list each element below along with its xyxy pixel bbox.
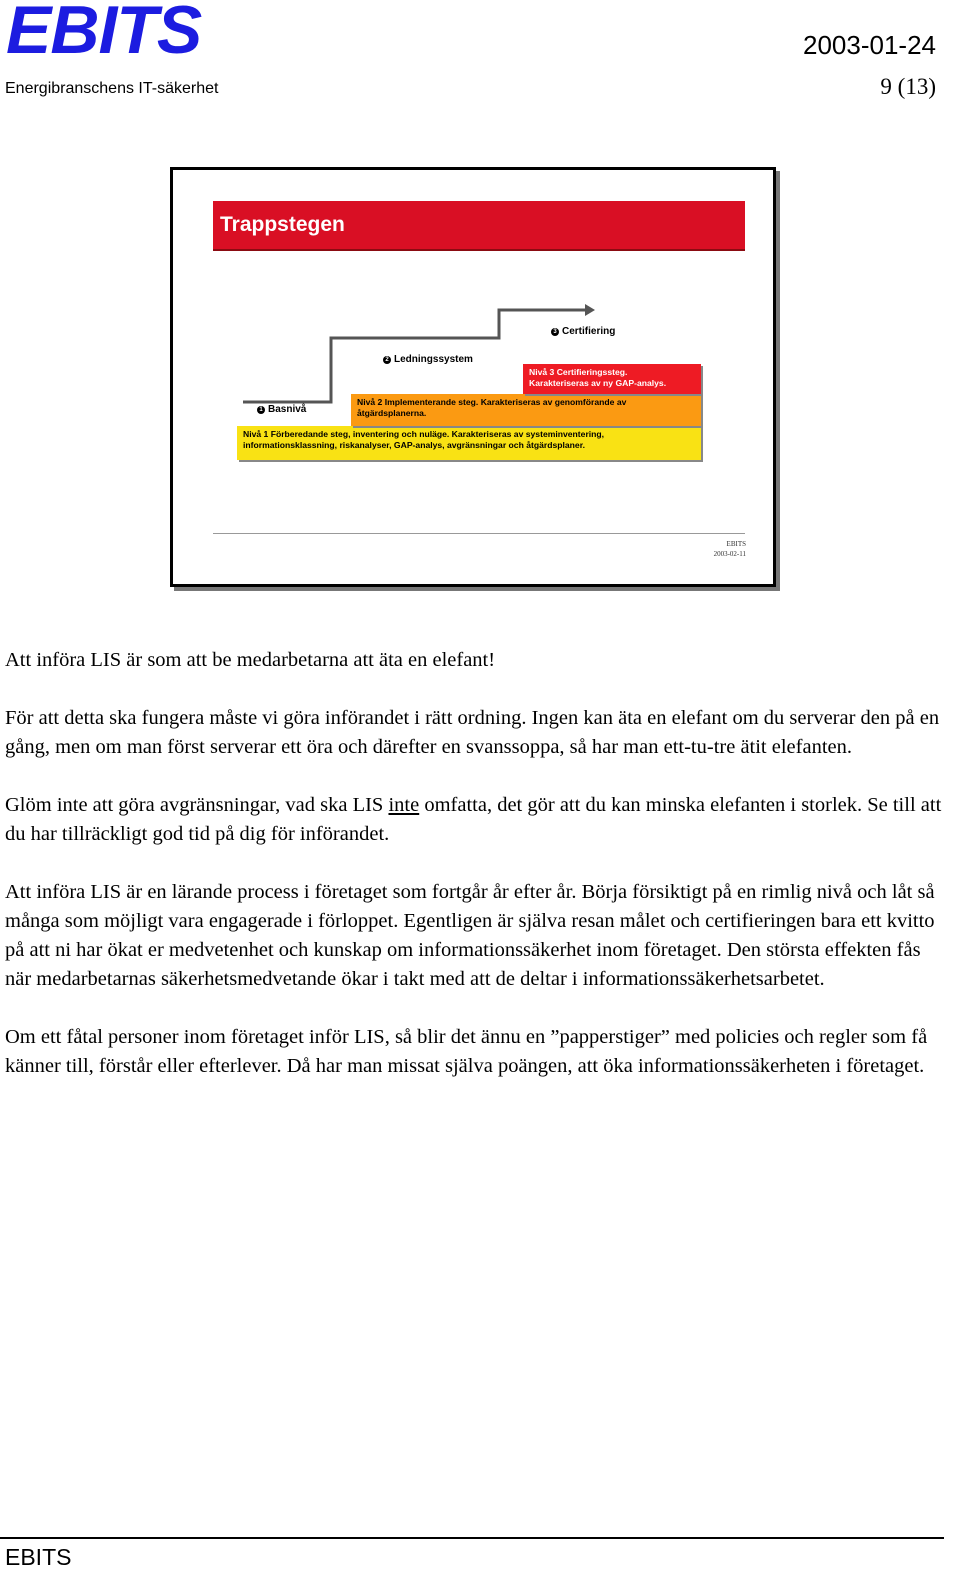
header-subtitle: Energibranschens IT-säkerhet bbox=[5, 80, 219, 97]
footer-divider bbox=[0, 1537, 944, 1539]
page-number: 9 (13) bbox=[880, 74, 936, 99]
step-number-3-icon: 3 bbox=[551, 328, 559, 336]
slide-footer-divider bbox=[213, 533, 745, 534]
footer-brand: EBITS bbox=[5, 1544, 72, 1570]
slide-footer: EBITS 2003-02-11 bbox=[713, 540, 746, 558]
step-certifiering: 3 Certifiering bbox=[551, 326, 615, 337]
header-date: 2003-01-24 bbox=[803, 30, 936, 60]
step-number-1-icon: 1 bbox=[257, 406, 265, 414]
paragraph-4: Att införa LIS är en lärande process i företaget som fortgår år efter år. Börja försiktigt på en rimlig nivå och låt så många som möjligt vara engagerade i förloppet. Egentligen är själva resan målet och certifieringen bara ett kvitto på att ni har ökat er medvetenhet och kunskap om informationssäkerhet inom företaget. Den största effekten fås när medarbetarnas säkerhetsmedvetande ökar i takt med att de deltar i informationssäkerhetsarbetet. bbox=[5, 881, 935, 990]
slide-figure bbox=[170, 167, 776, 587]
step-ledningssystem: 2 Ledningssystem bbox=[383, 354, 473, 365]
level-1-box: Nivå 1 Förberedande steg, inventering och nuläge. Karakteriseras av systeminventering, informationsklassning, riskanalyser, GAP-analys, avgränsningar och åtgärdsplaner. bbox=[237, 426, 701, 460]
step-basniva: 1 Basnivå bbox=[257, 404, 306, 415]
paragraph-1: Att införa LIS är som att be medarbetarna att äta en elefant! bbox=[5, 649, 496, 671]
paragraph-3: Glöm inte att göra avgränsningar, vad ska LIS inte omfatta, det gör att du kan minska elefanten i storlek. Se till att du har tillräckligt god tid på dig för införandet. bbox=[5, 794, 942, 845]
level-2-box: Nivå 2 Implementerande steg. Karakteriseras av genomförande av åtgärdsplanerna. bbox=[351, 394, 701, 426]
ebits-logo: EBITS bbox=[6, 0, 202, 68]
step-number-2-icon: 2 bbox=[383, 356, 391, 364]
level-3-box: Nivå 3 Certifieringssteg. Karakteriseras av ny GAP-analys. bbox=[523, 364, 701, 394]
paragraph-2: För att detta ska fungera måste vi göra införandet i rätt ordning. Ingen kan äta en elefant om du serverar den på en gång, men om man först serverar ett öra och därefter en svanssoppa, så har man ett-tu-tre ätit elefanten. bbox=[5, 707, 940, 758]
paragraph-5: Om ett fåtal personer inom företaget inför LIS, så blir det ännu en ”papperstiger” med policies och regler som få känner till, förstår eller efterlever. Då har man missat själva poängen, att öka informationssäkerheten i företaget. bbox=[5, 1026, 928, 1077]
body-text bbox=[5, 646, 945, 1110]
slide-title: Trappstegen bbox=[220, 213, 345, 236]
